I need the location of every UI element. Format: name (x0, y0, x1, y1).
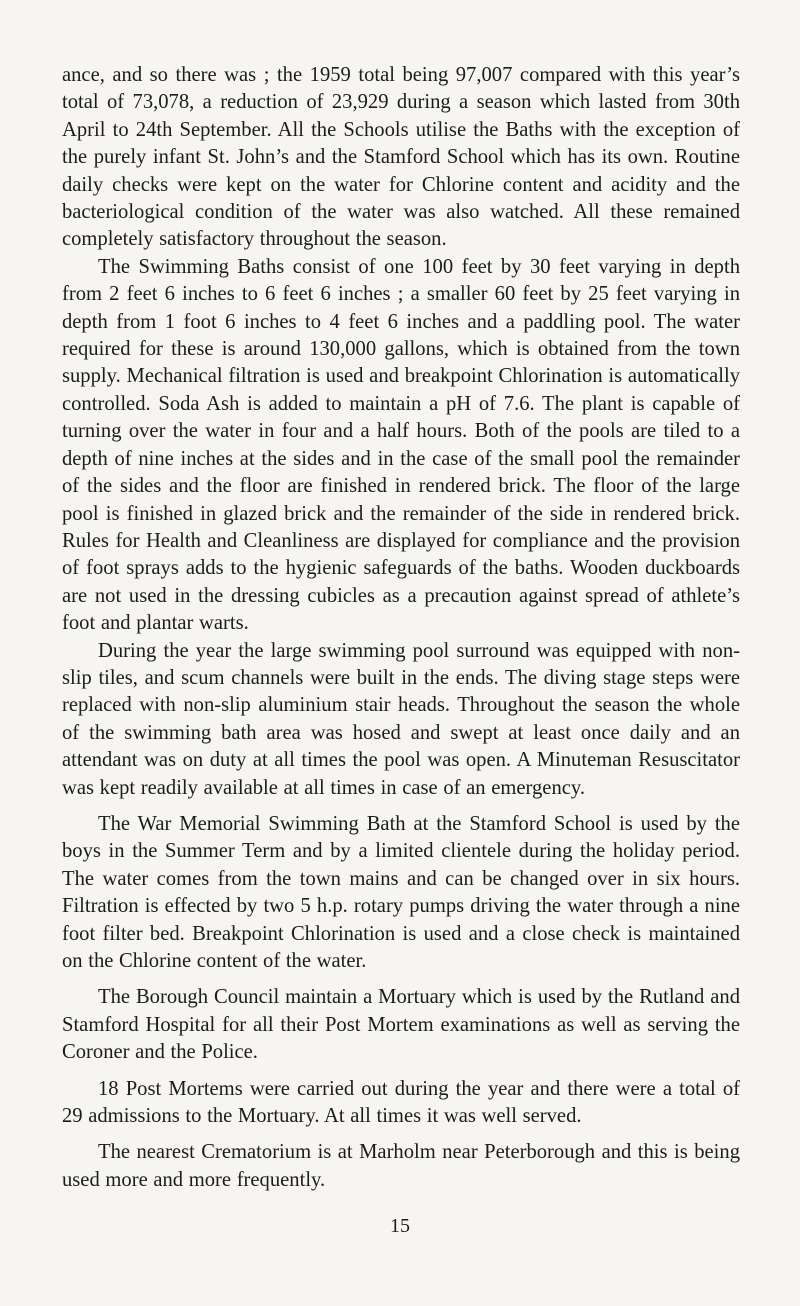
paragraph-mortuary: The Borough Council maintain a Mortuary which is used by the Rutland and Stamford Hospital for all their Post Mortem examinations as well as serving the Coroner and the Police. (62, 986, 740, 1064)
paragraph-crematorium: The nearest Crematorium is at Marholm near Peterborough and this is being used more and more frequently. (62, 1141, 740, 1191)
page-number: 15 (390, 1215, 410, 1237)
paragraph-swimming-attendance: ance, and so there was ; the 1959 total being 97,007 compared with this year’s total of 73,078, a reduction of 23,929 during a season which lasted from 30th April to 24th September. All the Schools utilise the Baths with the exception of the purely infant St. John’s and the Stamford School which has its own. Routine daily checks were kept on the water for Chlorine content and acidity and the bacteriological condition of the water was also watched. All these remained completely satisfactory throughout the season. (62, 64, 740, 251)
paragraph-war-memorial-bath: The War Memorial Swimming Bath at the Stamford School is used by the boys in the Summer Term and by a limited clientele during the holiday period. The water comes from the town mains and can be changed over in six hours. Filtration is effected by two 5 h.p. rotary pumps driving the water through a nine foot filter bed. Breakpoint Chlorination is used and a close check is maintained on the Chlorine content of the water. (62, 812, 740, 972)
paragraph-post-mortems: 18 Post Mortems were carried out during the year and there were a total of 29 admissions to the Mortuary. At all times it was well served. (62, 1077, 740, 1128)
document-page (62, 62, 740, 1194)
paragraph-pool-improvements: During the year the large swimming pool surround was equipped with non-slip tiles, and scum channels were built in the ends. The diving stage steps were replaced with non-slip aluminium stair heads. Throughout the season the whole of the swimming bath area was hosed and swept at least once daily and an attendant was on duty at all times the pool was open. A Minuteman Resuscitator was kept readily available at all times in case of an emergency. (62, 639, 740, 799)
paragraph-swimming-baths-description: The Swimming Baths consist of one 100 feet by 30 feet varying in depth from 2 feet 6 inches to 6 feet 6 inches ; a smaller 60 feet by 25 feet varying in depth from 1 foot 6 inches to 4 feet 6 inches and a paddling pool. The water required for these is around 130,000 gallons, which is obtained from the town supply. Mechanical filtration is used and breakpoint Chlorination is automatically controlled. Soda Ash is added to maintain a pH of 7.6. The plant is capable of turning over the water in four and a half hours. Both of the pools are tiled to a depth of nine inches at the sides and in the case of the small pool the remainder of the sides and the floor are finished in rendered brick. The floor of the large pool is finished in glazed brick and the remainder of the side in rendered brick. Rules for Health and Cleanliness are displayed for compliance and the provision of foot sprays adds to the hygienic safeguards of the baths. Wooden duckboards are not used in the dressing cubicles as a precaution against spread of athlete’s foot and plantar warts. (62, 255, 740, 635)
